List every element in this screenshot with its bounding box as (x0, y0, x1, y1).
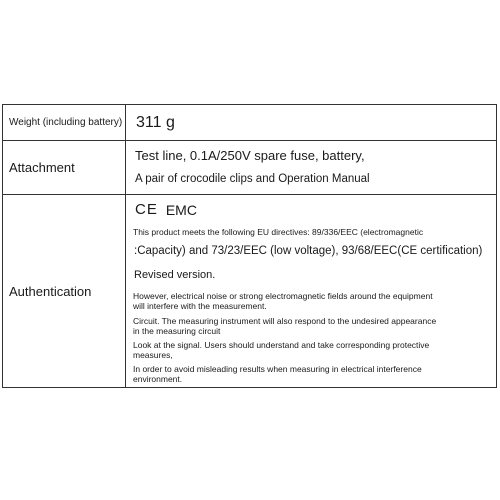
interference-note-4 (133, 365, 422, 384)
attachment-line-2: A pair of crocodile clips and Operation Manual (135, 173, 370, 185)
attachment-line-1: Test line, 0.1A/250V spare fuse, battery, (135, 148, 365, 163)
interference-note-2-line-2: in the measuring circuit (133, 325, 221, 336)
interference-note-3 (133, 341, 429, 360)
specification-table (2, 104, 497, 388)
interference-note-1-line-2: will interfere with the measurement. (133, 300, 267, 311)
authentication-row (3, 195, 496, 387)
weight-label: Weight (including battery) (9, 117, 123, 128)
authentication-label: Authentication (9, 283, 92, 299)
interference-note-3-line-1: Look at the signal. Users should understand and take corresponding protective (133, 340, 430, 350)
directive-sentence-3: Revised version. (134, 269, 216, 281)
interference-note-1 (133, 292, 433, 311)
attachment-row (3, 141, 496, 195)
interference-note-3-line-2: measures, (133, 349, 173, 360)
interference-note-1-line-1: However, electrical noise or strong electromagnetic fields around the equipment (133, 291, 433, 301)
authentication-label-cell (3, 195, 126, 387)
weight-value-cell (127, 105, 496, 140)
interference-note-2 (133, 317, 436, 336)
attachment-label: Attachment (9, 160, 75, 175)
weight-label-cell (3, 105, 126, 140)
authentication-value-cell (127, 195, 496, 387)
weight-value: 311 g (136, 114, 175, 131)
attachment-value-cell (127, 141, 496, 194)
weight-row (3, 105, 496, 141)
interference-note-4-line-2: environment. (133, 373, 183, 384)
certification-marks (135, 201, 197, 218)
directive-sentence-2: :Capacity) and 73/23/EEC (low voltage), 93/68/EEC(CE certification) (134, 245, 483, 257)
interference-note-4-line-1: In order to avoid misleading results when measuring in electrical interference (133, 364, 422, 374)
ce-mark-icon: CE (135, 201, 158, 218)
emc-mark: EMC (165, 201, 197, 218)
attachment-label-cell (3, 141, 126, 194)
interference-note-2-line-1: Circuit. The measuring instrument will also respond to the undesired appearance (133, 316, 437, 326)
directive-sentence-1: This product meets the following EU directives: 89/336/EEC (electromagnetic (133, 227, 424, 237)
